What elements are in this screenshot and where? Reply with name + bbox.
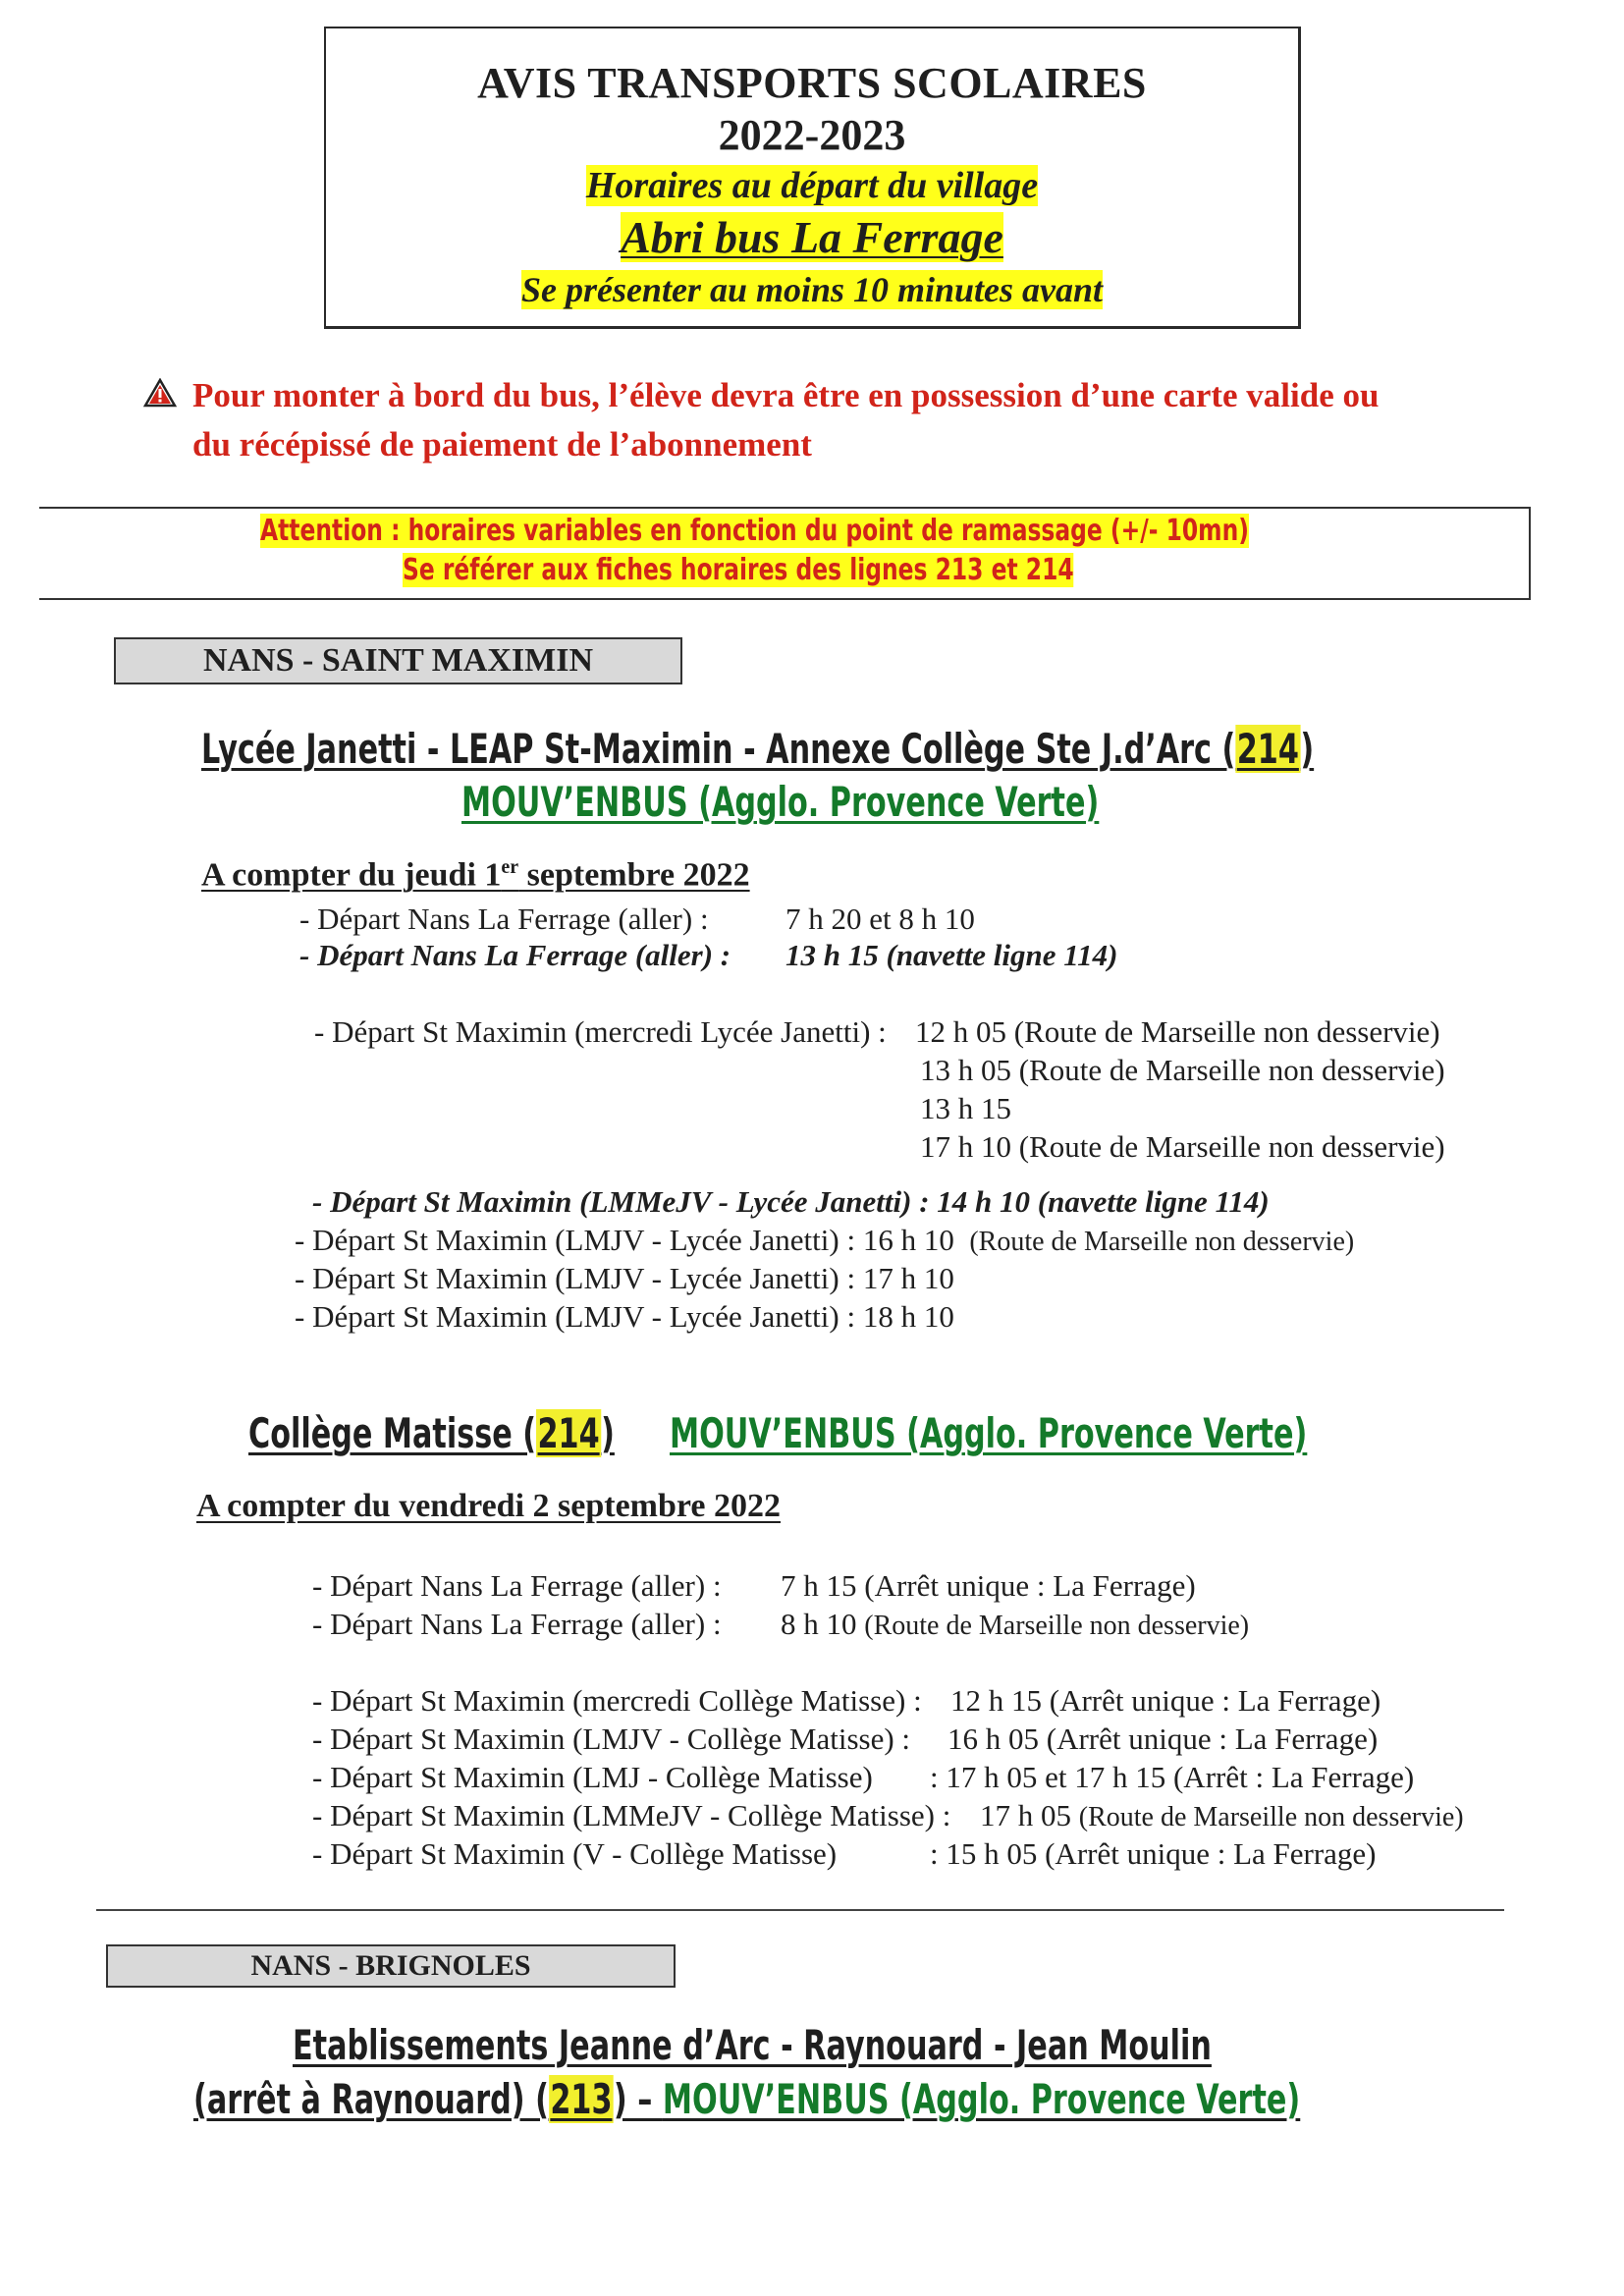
- block2-return-3-label: - Départ St Maximin (LMJ - Collège Matisse): [312, 1760, 873, 1794]
- line-number-badge: 214: [537, 1409, 600, 1457]
- block1-row-2-value: 13 h 15 (navette ligne 114): [785, 938, 1118, 972]
- block1-row-1-label: - Départ Nans La Ferrage (aller) :: [299, 902, 709, 936]
- block1-row-1-value: 7 h 20 et 8 h 10: [785, 902, 975, 936]
- warning-triangle-icon: [143, 378, 177, 408]
- block2-start-date: A compter du vendredi 2 septembre 2022: [196, 1488, 781, 1524]
- block2-return-1-label: - Départ St Maximin (mercredi Collège Matisse) :: [312, 1683, 922, 1718]
- block1-wednesday-time-1: 12 h 05 (Route de Marseille non desservie): [915, 1014, 1440, 1049]
- line-number-badge: 214: [1236, 725, 1299, 773]
- block3-title-line-2: (arrêt à Raynouard) (213) – MOUV’ENBUS (Agglo. Provence Verte): [193, 2075, 1301, 2123]
- block1-wednesday-label: - Départ St Maximin (mercredi Lycée Janetti) :: [314, 1014, 887, 1049]
- block1-row-2-label: - Départ Nans La Ferrage (aller) :: [299, 938, 731, 972]
- schedule-origin: Horaires au départ du village: [585, 165, 1039, 206]
- block2-return-4-label: - Départ St Maximin (LMMeJV - Collège Matisse) :: [312, 1798, 951, 1832]
- block2-return-5-value: : 15 h 05 (Arrêt unique : La Ferrage): [930, 1836, 1377, 1871]
- block2-return-2-value: 16 h 05 (Arrêt unique : La Ferrage): [947, 1722, 1379, 1756]
- attention-line-2: Se référer aux fiches horaires des lignes 213 et 214: [403, 553, 1074, 587]
- title-box: [324, 27, 1301, 329]
- block2-return-3-value: : 17 h 05 et 17 h 15 (Arrêt : La Ferrage): [930, 1760, 1415, 1794]
- block1-return-row-1: - Départ St Maximin (LMJV - Lycée Janetti) : 16 h 10 (Route de Marseille non desservie): [295, 1223, 1355, 1257]
- block3-title-line-1: Etablissements Jeanne d’Arc - Raynouard - Jean Moulin: [293, 2021, 1212, 2069]
- block1-wednesday-time-2: 13 h 05 (Route de Marseille non desservie): [920, 1053, 1445, 1087]
- notice-title: AVIS TRANSPORTS SCOLAIRES: [477, 59, 1147, 107]
- block2-return-2-label: - Départ St Maximin (LMJV - Collège Matisse) :: [312, 1722, 911, 1756]
- block2-departure-1-value: 7 h 15 (Arrêt unique : La Ferrage): [781, 1568, 1196, 1603]
- bus-stop-name: Abri bus La Ferrage: [621, 212, 1003, 262]
- attention-right-rule: [1529, 507, 1531, 600]
- warning-line-2: du récépissé de paiement de l’abonnement: [192, 425, 812, 464]
- block1-return-row-3: - Départ St Maximin (LMJV - Lycée Janetti) : 18 h 10: [295, 1299, 954, 1334]
- block2-departure-2-label: - Départ Nans La Ferrage (aller) :: [312, 1607, 722, 1641]
- attention-top-rule: [39, 507, 1531, 509]
- school-year: 2022-2023: [718, 111, 906, 159]
- block1-return-row-2: - Départ St Maximin (LMJV - Lycée Janetti) : 17 h 10: [295, 1261, 954, 1295]
- block2-departure-2-value: 8 h 10 (Route de Marseille non desservie): [781, 1607, 1250, 1641]
- warning-line-1: Pour monter à bord du bus, l’élève devra être en possession d’une carte valide ou: [192, 376, 1380, 414]
- block1-operator: MOUV’ENBUS (Agglo. Provence Verte): [461, 778, 1100, 826]
- section-header-nans-saint-maximin: NANS - SAINT MAXIMIN: [114, 637, 682, 684]
- block1-shuttle-row: - Départ St Maximin (LMMeJV - Lycée Janetti) : 14 h 10 (navette ligne 114): [312, 1184, 1270, 1219]
- block2-return-1-value: 12 h 15 (Arrêt unique : La Ferrage): [950, 1683, 1381, 1718]
- block1-wednesday-time-4: 17 h 10 (Route de Marseille non desservie): [920, 1129, 1445, 1164]
- attention-line-1: Attention : horaires variables en fonction du point de ramassage (+/- 10mn): [260, 514, 1249, 548]
- warning-message: [192, 371, 1379, 469]
- block1-title: Lycée Janetti - LEAP St-Maximin - Annexe Collège Ste J.d’Arc (214): [201, 725, 1315, 773]
- section-divider: [96, 1909, 1504, 1911]
- line-number-badge: 213: [550, 2075, 613, 2123]
- block2-operator: MOUV’ENBUS (Agglo. Provence Verte): [670, 1409, 1308, 1457]
- attention-bottom-rule: [39, 598, 1531, 600]
- section-header-nans-brignoles: NANS - BRIGNOLES: [106, 1944, 676, 1988]
- block2-title: Collège Matisse (214): [248, 1409, 615, 1457]
- block2-return-5-label: - Départ St Maximin (V - Collège Matisse): [312, 1836, 838, 1871]
- block2-return-4-value: 17 h 05 (Route de Marseille non desservie): [980, 1798, 1464, 1832]
- block1-wednesday-time-3: 13 h 15: [920, 1091, 1011, 1125]
- block3-operator: MOUV’ENBUS (Agglo. Provence Verte): [662, 2075, 1301, 2123]
- block1-start-date: A compter du jeudi 1er septembre 2022: [201, 856, 750, 894]
- block2-departure-1-label: - Départ Nans La Ferrage (aller) :: [312, 1568, 722, 1603]
- arrival-advice: Se présenter au moins 10 minutes avant: [520, 270, 1104, 309]
